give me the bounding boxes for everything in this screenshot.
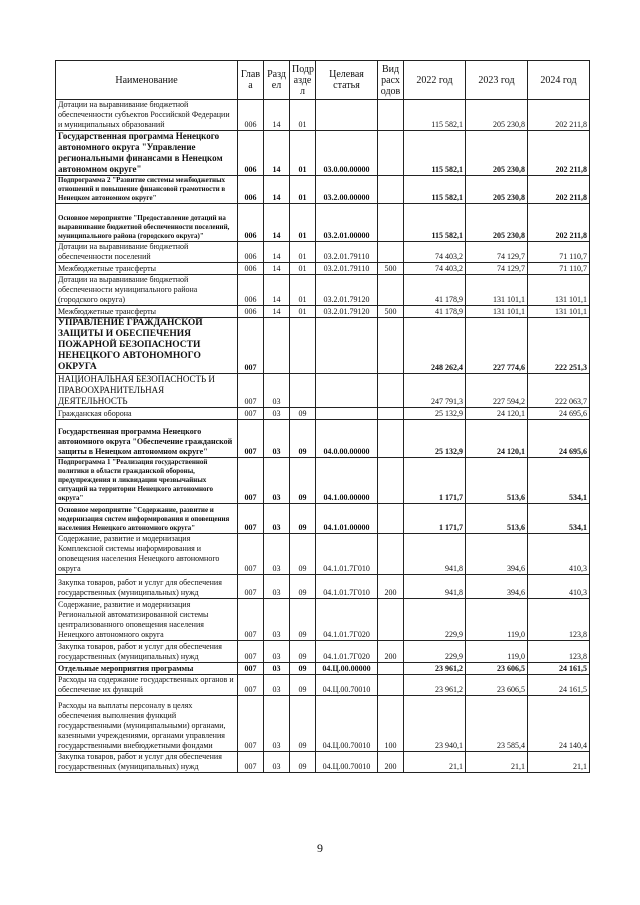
cell-statya: 03.2.01.00000 [316, 204, 378, 242]
cell-glava: 006 [238, 263, 264, 275]
cell-statya: 04.Ц.00.00000 [316, 663, 378, 675]
cell-name: Закупка товаров, работ и услуг для обеспечения государственных (муниципальных) нужд [56, 641, 238, 663]
cell-statya: 04.Ц.00.70010 [316, 752, 378, 773]
cell-vid [378, 675, 404, 696]
cell-y2024: 123,8 [528, 641, 590, 663]
cell-podrazdel: 01 [290, 100, 316, 131]
cell-razdel: 03 [264, 575, 290, 599]
cell-name: Дотации на выравнивание бюджетной обеспеченности поселений [56, 242, 238, 263]
table-row [56, 696, 590, 752]
cell-name: Содержание, развитие и модернизация Комплексной системы информирования и оповещения населения Ненецкого автономного округа [56, 534, 238, 575]
cell-vid [378, 408, 404, 420]
cell-y2023: 23 606,5 [466, 675, 528, 696]
cell-name: Расходы на содержание государственных органов и обеспечение их функций [56, 675, 238, 696]
cell-podrazdel: 01 [290, 204, 316, 242]
cell-y2024: 131 101,1 [528, 275, 590, 306]
cell-name: Межбюджетные трансферты [56, 263, 238, 275]
cell-glava: 007 [238, 458, 264, 504]
cell-name: Гражданская оборона [56, 408, 238, 420]
cell-name: УПРАВЛЕНИЕ ГРАЖДАНСКОЙ ЗАЩИТЫ И ОБЕСПЕЧЕНИЯ ПОЖАРНОЙ БЕЗОПАСНОСТИ НЕНЕЦКОГО АВТОНОМНОГО ОКРУГА [56, 318, 238, 374]
cell-y2024: 202 211,8 [528, 176, 590, 204]
table-row [56, 575, 590, 599]
cell-glava: 006 [238, 306, 264, 318]
cell-statya: 04.1.01.00000 [316, 504, 378, 534]
cell-y2022: 23 940,1 [404, 696, 466, 752]
cell-name: Основное мероприятие "Содержание, развитие и модернизация систем информирования и оповещения населения Ненецкого автономного округа" [56, 504, 238, 534]
cell-podrazdel: 09 [290, 575, 316, 599]
table-row [56, 752, 590, 773]
cell-podrazdel: 01 [290, 242, 316, 263]
cell-vid [378, 534, 404, 575]
cell-y2022: 74 403,2 [404, 263, 466, 275]
cell-podrazdel: 09 [290, 534, 316, 575]
cell-y2024: 202 211,8 [528, 131, 590, 176]
table-row [56, 100, 590, 131]
cell-y2023: 205 230,8 [466, 100, 528, 131]
cell-vid [378, 275, 404, 306]
cell-y2022: 41 178,9 [404, 306, 466, 318]
column-header-2022: 2022 год [404, 61, 466, 100]
cell-y2023: 227 594,2 [466, 374, 528, 408]
cell-vid [378, 242, 404, 263]
cell-podrazdel: 09 [290, 408, 316, 420]
cell-y2023: 205 230,8 [466, 176, 528, 204]
cell-statya: 03.2.01.79120 [316, 275, 378, 306]
cell-y2024: 24 695,6 [528, 408, 590, 420]
column-header-statya: Целевая статья [316, 61, 378, 100]
table-row [56, 663, 590, 675]
cell-podrazdel: 09 [290, 420, 316, 458]
cell-statya: 04.1.00.00000 [316, 458, 378, 504]
cell-podrazdel: 09 [290, 504, 316, 534]
cell-glava: 007 [238, 408, 264, 420]
cell-name: Расходы на выплаты персоналу в целях обеспечения выполнения функций государственными (муниципальными) органами, казенными учреждениями, органами управления государственными внебюджетными фондами [56, 696, 238, 752]
cell-glava: 007 [238, 318, 264, 374]
cell-y2023: 513,6 [466, 458, 528, 504]
cell-y2024: 410,3 [528, 534, 590, 575]
cell-razdel: 14 [264, 204, 290, 242]
cell-podrazdel [290, 318, 316, 374]
cell-vid [378, 100, 404, 131]
cell-name: Межбюджетные трансферты [56, 306, 238, 318]
cell-statya [316, 374, 378, 408]
cell-y2023: 394,6 [466, 575, 528, 599]
table-row [56, 176, 590, 204]
cell-razdel: 14 [264, 242, 290, 263]
cell-y2022: 248 262,4 [404, 318, 466, 374]
cell-vid [378, 374, 404, 408]
cell-vid: 500 [378, 263, 404, 275]
cell-y2022: 74 403,2 [404, 242, 466, 263]
cell-y2024: 222 063,7 [528, 374, 590, 408]
cell-glava: 007 [238, 575, 264, 599]
cell-podrazdel: 09 [290, 675, 316, 696]
cell-podrazdel: 01 [290, 275, 316, 306]
cell-y2022: 941,8 [404, 575, 466, 599]
cell-y2023: 205 230,8 [466, 204, 528, 242]
cell-y2022: 21,1 [404, 752, 466, 773]
cell-y2023: 205 230,8 [466, 131, 528, 176]
cell-y2024: 123,8 [528, 599, 590, 641]
cell-y2024: 24 161,5 [528, 663, 590, 675]
table-row [56, 641, 590, 663]
cell-y2023: 227 774,6 [466, 318, 528, 374]
cell-podrazdel: 09 [290, 752, 316, 773]
cell-razdel: 03 [264, 696, 290, 752]
cell-podrazdel: 01 [290, 306, 316, 318]
cell-glava: 006 [238, 131, 264, 176]
cell-y2024: 71 110,7 [528, 242, 590, 263]
column-header-vid: Вид расх одов [378, 61, 404, 100]
cell-vid [378, 504, 404, 534]
cell-y2023: 21,1 [466, 752, 528, 773]
cell-glava: 007 [238, 504, 264, 534]
table-row [56, 599, 590, 641]
cell-razdel: 03 [264, 663, 290, 675]
column-header-2023: 2023 год [466, 61, 528, 100]
cell-y2024: 222 251,3 [528, 318, 590, 374]
cell-glava: 007 [238, 641, 264, 663]
cell-glava: 006 [238, 204, 264, 242]
cell-name: Содержание, развитие и модернизация Региональной автоматизированной системы централизованного оповещения населения Ненецкого автономного округа [56, 599, 238, 641]
cell-statya [316, 408, 378, 420]
cell-razdel: 03 [264, 675, 290, 696]
cell-podrazdel: 09 [290, 696, 316, 752]
cell-razdel [264, 318, 290, 374]
table-row [56, 131, 590, 176]
cell-name: Закупка товаров, работ и услуг для обеспечения государственных (муниципальных) нужд [56, 752, 238, 773]
cell-y2024: 21,1 [528, 752, 590, 773]
cell-vid [378, 131, 404, 176]
cell-statya [316, 100, 378, 131]
column-header-razdel: Разд ел [264, 61, 290, 100]
cell-y2023: 119,0 [466, 599, 528, 641]
cell-statya: 04.1.01.7Г020 [316, 599, 378, 641]
cell-vid [378, 204, 404, 242]
cell-glava: 007 [238, 599, 264, 641]
table-header-row [56, 61, 590, 100]
cell-y2024: 202 211,8 [528, 204, 590, 242]
cell-y2024: 24 161,5 [528, 675, 590, 696]
cell-name: Дотации на выравнивание бюджетной обеспеченности муниципального района (городского округа) [56, 275, 238, 306]
cell-y2022: 115 582,1 [404, 204, 466, 242]
cell-podrazdel: 01 [290, 176, 316, 204]
cell-y2022: 25 132,9 [404, 408, 466, 420]
cell-vid [378, 176, 404, 204]
column-header-glava: Глав а [238, 61, 264, 100]
table-row [56, 534, 590, 575]
cell-glava: 007 [238, 675, 264, 696]
cell-razdel: 14 [264, 275, 290, 306]
table-row [56, 374, 590, 408]
table-row [56, 504, 590, 534]
cell-y2022: 23 961,2 [404, 663, 466, 675]
cell-podrazdel: 09 [290, 458, 316, 504]
cell-y2022: 41 178,9 [404, 275, 466, 306]
cell-glava: 007 [238, 374, 264, 408]
cell-razdel: 14 [264, 100, 290, 131]
cell-y2024: 534,1 [528, 504, 590, 534]
cell-y2023: 74 129,7 [466, 242, 528, 263]
cell-name: Подпрограмма 2 "Развитие системы межбюджетных отношений и повышение финансовой грамотности в Ненецком автономном округе" [56, 176, 238, 204]
cell-y2023: 23 585,4 [466, 696, 528, 752]
cell-y2022: 23 961,2 [404, 675, 466, 696]
cell-statya: 03.2.01.79110 [316, 263, 378, 275]
cell-vid: 500 [378, 306, 404, 318]
cell-razdel: 14 [264, 263, 290, 275]
cell-statya: 04.1.01.7Г010 [316, 534, 378, 575]
cell-razdel: 14 [264, 176, 290, 204]
cell-y2022: 229,9 [404, 641, 466, 663]
cell-razdel: 03 [264, 599, 290, 641]
cell-razdel: 03 [264, 458, 290, 504]
column-header-podrazdel: Подр азде л [290, 61, 316, 100]
cell-y2022: 247 791,3 [404, 374, 466, 408]
table-row [56, 675, 590, 696]
cell-vid [378, 420, 404, 458]
cell-glava: 006 [238, 100, 264, 131]
cell-razdel: 03 [264, 420, 290, 458]
cell-statya: 04.0.00.00000 [316, 420, 378, 458]
cell-y2024: 410,3 [528, 575, 590, 599]
cell-name: Отдельные мероприятия программы [56, 663, 238, 675]
cell-y2022: 115 582,1 [404, 100, 466, 131]
table-row [56, 275, 590, 306]
cell-razdel: 03 [264, 504, 290, 534]
cell-y2022: 115 582,1 [404, 131, 466, 176]
cell-podrazdel: 09 [290, 641, 316, 663]
table-row [56, 408, 590, 420]
cell-y2023: 131 101,1 [466, 306, 528, 318]
cell-y2023: 24 120,1 [466, 408, 528, 420]
cell-glava: 007 [238, 663, 264, 675]
cell-name: Государственная программа Ненецкого автономного округа "Управление региональными финансами в Ненецком автономном округе" [56, 131, 238, 176]
cell-vid: 200 [378, 641, 404, 663]
table-row [56, 306, 590, 318]
cell-y2022: 25 132,9 [404, 420, 466, 458]
cell-podrazdel [290, 374, 316, 408]
cell-statya: 04.Ц.00.70010 [316, 696, 378, 752]
cell-y2023: 23 606,5 [466, 663, 528, 675]
table-row [56, 204, 590, 242]
cell-razdel: 03 [264, 534, 290, 575]
cell-glava: 006 [238, 242, 264, 263]
cell-y2023: 119,0 [466, 641, 528, 663]
cell-statya: 03.2.01.79120 [316, 306, 378, 318]
cell-vid: 200 [378, 575, 404, 599]
cell-glava: 007 [238, 752, 264, 773]
cell-vid: 100 [378, 696, 404, 752]
cell-y2022: 229,9 [404, 599, 466, 641]
cell-razdel: 03 [264, 641, 290, 663]
cell-vid [378, 599, 404, 641]
cell-vid: 200 [378, 752, 404, 773]
cell-y2024: 24 695,6 [528, 420, 590, 458]
cell-y2022: 1 171,7 [404, 504, 466, 534]
table-row [56, 420, 590, 458]
cell-name: НАЦИОНАЛЬНАЯ БЕЗОПАСНОСТЬ И ПРАВООХРАНИТЕЛЬНАЯ ДЕЯТЕЛЬНОСТЬ [56, 374, 238, 408]
cell-y2023: 513,6 [466, 504, 528, 534]
cell-glava: 007 [238, 534, 264, 575]
page-number: 9 [317, 841, 323, 855]
cell-y2022: 1 171,7 [404, 458, 466, 504]
cell-name: Основное мероприятие "Предоставление дотаций на выравнивание бюджетной обеспеченности поселений, муниципального района (городского округа)" [56, 204, 238, 242]
cell-razdel: 03 [264, 408, 290, 420]
cell-statya: 03.2.01.79110 [316, 242, 378, 263]
cell-statya: 04.Ц.00.70010 [316, 675, 378, 696]
cell-vid [378, 318, 404, 374]
cell-y2023: 24 120,1 [466, 420, 528, 458]
cell-y2022: 115 582,1 [404, 176, 466, 204]
table-row [56, 458, 590, 504]
cell-y2023: 394,6 [466, 534, 528, 575]
column-header-2024: 2024 год [528, 61, 590, 100]
cell-podrazdel: 09 [290, 599, 316, 641]
cell-y2024: 131 101,1 [528, 306, 590, 318]
cell-glava: 007 [238, 696, 264, 752]
cell-razdel: 14 [264, 131, 290, 176]
cell-razdel: 14 [264, 306, 290, 318]
cell-name: Дотации на выравнивание бюджетной обеспеченности субъектов Российской Федерации и муниципальных образований [56, 100, 238, 131]
table-body [56, 100, 590, 773]
cell-vid [378, 663, 404, 675]
cell-statya: 03.0.00.00000 [316, 131, 378, 176]
budget-table [55, 60, 590, 773]
table-row [56, 242, 590, 263]
cell-razdel: 03 [264, 374, 290, 408]
cell-y2024: 534,1 [528, 458, 590, 504]
cell-podrazdel: 01 [290, 263, 316, 275]
table-row [56, 318, 590, 374]
cell-podrazdel: 09 [290, 663, 316, 675]
cell-glava: 006 [238, 275, 264, 306]
cell-razdel: 03 [264, 752, 290, 773]
cell-y2024: 71 110,7 [528, 263, 590, 275]
cell-y2024: 24 140,4 [528, 696, 590, 752]
cell-y2023: 131 101,1 [466, 275, 528, 306]
cell-name: Закупка товаров, работ и услуг для обеспечения государственных (муниципальных) нужд [56, 575, 238, 599]
cell-statya: 04.1.01.7Г020 [316, 641, 378, 663]
cell-vid [378, 458, 404, 504]
table-row [56, 263, 590, 275]
cell-statya: 04.1.01.7Г010 [316, 575, 378, 599]
cell-statya: 03.2.00.00000 [316, 176, 378, 204]
cell-glava: 006 [238, 176, 264, 204]
column-header-name: Наименование [56, 61, 238, 100]
cell-name: Подпрограмма 1 "Реализация государственной политики в области гражданской обороны, предупреждения и ликвидации чрезвычайных ситуаций на территории Ненецкого автономного округа" [56, 458, 238, 504]
cell-y2022: 941,8 [404, 534, 466, 575]
cell-podrazdel: 01 [290, 131, 316, 176]
cell-statya [316, 318, 378, 374]
cell-y2023: 74 129,7 [466, 263, 528, 275]
cell-glava: 007 [238, 420, 264, 458]
cell-y2024: 202 211,8 [528, 100, 590, 131]
cell-name: Государственная программа Ненецкого автономного округа "Обеспечение гражданской защиты в Ненецком автономном округе" [56, 420, 238, 458]
